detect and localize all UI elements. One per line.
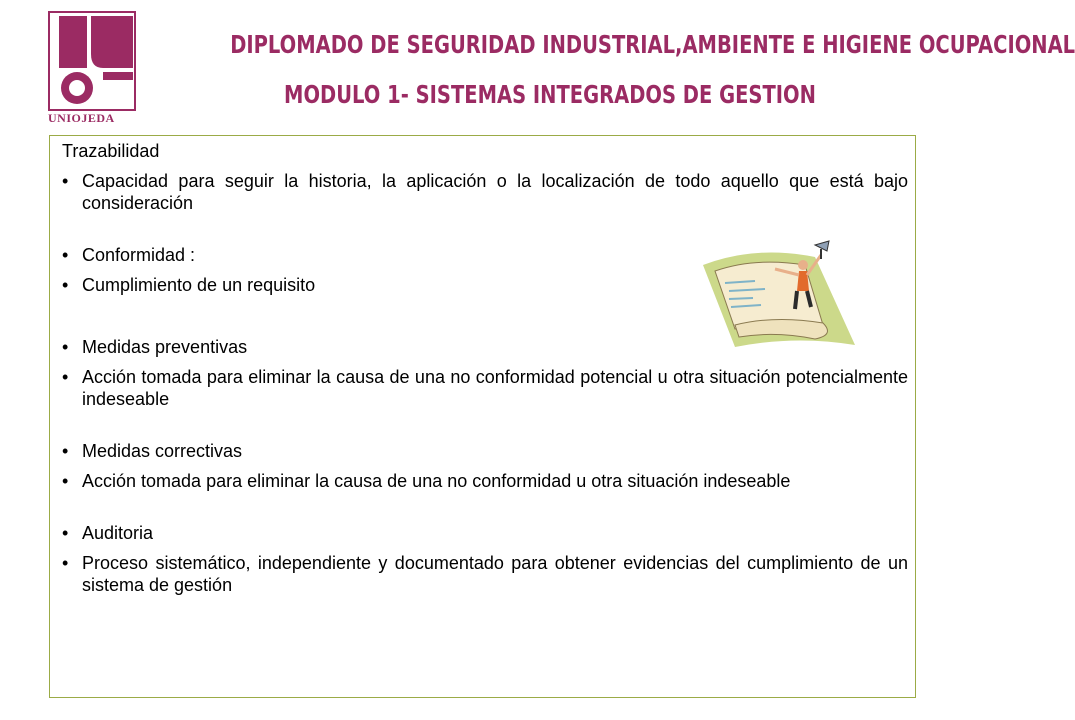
bullet: • bbox=[62, 171, 69, 191]
person-on-scroll-clipart-icon bbox=[695, 235, 875, 355]
list-item: • Acción tomada para eliminar la causa de una no conformidad potencial u otra situación potencialmente indeseable bbox=[62, 367, 908, 409]
definitions-list bbox=[62, 140, 908, 596]
bullet: • bbox=[62, 553, 69, 573]
list-item: • Proceso sistemático, independiente y documentado para obtener evidencias del cumplimiento de un sistema de gestión bbox=[62, 553, 908, 595]
module-title: MODULO 1- SISTEMAS INTEGRADOS DE GESTION bbox=[284, 80, 816, 109]
bullet: • bbox=[62, 275, 69, 295]
list-item: • Conformidad : bbox=[62, 245, 196, 265]
logo-caption: UNIOJEDA bbox=[48, 111, 115, 125]
list-item: • Capacidad para seguir la historia, la aplicación o la localización de todo aquello que está bajo consideración bbox=[62, 171, 908, 213]
bullet: • bbox=[62, 441, 69, 461]
bullet: • bbox=[62, 367, 69, 387]
unioj-logo-icon bbox=[47, 10, 139, 122]
list-item: • Medidas correctivas bbox=[62, 441, 243, 461]
bullet: • bbox=[62, 245, 69, 265]
bullet: • bbox=[62, 337, 69, 357]
bullet: • bbox=[62, 523, 69, 543]
list-item: • Medidas preventivas bbox=[62, 337, 248, 357]
list-item: • Cumplimiento de un requisito bbox=[62, 275, 316, 295]
list-item: • Auditoria bbox=[62, 523, 154, 543]
section-heading: Trazabilidad bbox=[62, 141, 160, 161]
bullet: • bbox=[62, 471, 69, 491]
list-item: • Acción tomada para eliminar la causa de una no conformidad u otra situación indeseable bbox=[62, 471, 791, 491]
course-title: DIPLOMADO DE SEGURIDAD INDUSTRIAL,AMBIENTE E HIGIENE OCUPACIONAL bbox=[230, 30, 1075, 59]
